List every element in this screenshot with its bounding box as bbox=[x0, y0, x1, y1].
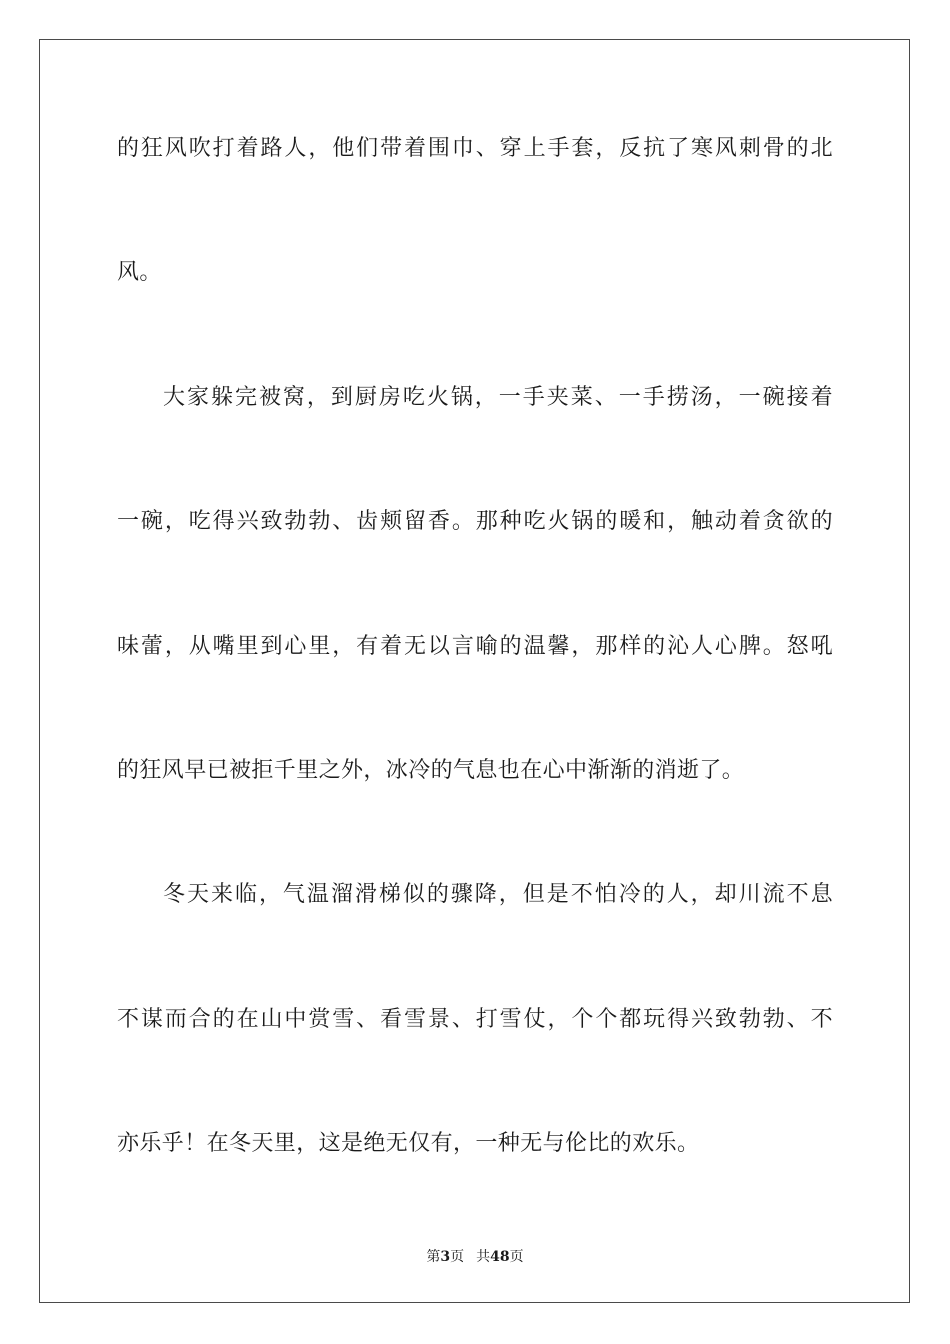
footer-page-number: 3 bbox=[440, 1249, 451, 1265]
page-footer bbox=[0, 1247, 950, 1267]
paragraph-2-line-4: 的狂风早已被拒千里之外，冰冷的气息也在心中渐渐的消逝了。 bbox=[117, 758, 745, 783]
paragraph-3-line-2: 不谋而合的在山中赏雪、看雪景、打雪仗，个个都玩得兴致勃勃、不 bbox=[117, 1007, 833, 1032]
paragraph-2-line-3: 味蕾，从嘴里到心里，有着无以言喻的温馨，那样的沁人心脾。怒吼 bbox=[117, 634, 833, 659]
paragraph-2-line-2: 一碗，吃得兴致勃勃、齿颊留香。那种吃火锅的暖和，触动着贪欲的 bbox=[117, 509, 833, 534]
footer-total-suffix: 页 bbox=[509, 1249, 524, 1265]
page-border bbox=[39, 39, 910, 1303]
body-line-1: 的狂风吹打着路人，他们带着围巾、穿上手套，反抗了寒风刺骨的北 bbox=[117, 136, 833, 161]
paragraph-3-line-3: 亦乐乎！在冬天里，这是绝无仅有，一种无与伦比的欢乐。 bbox=[117, 1131, 700, 1156]
paragraph-3-line-1: 冬天来临，气温溜滑梯似的骤降，但是不怕冷的人，却川流不息 bbox=[163, 882, 833, 907]
footer-total-prefix: 共 bbox=[476, 1249, 491, 1265]
footer-page-suffix: 页 bbox=[450, 1249, 465, 1265]
footer-total-pages: 48 bbox=[490, 1249, 510, 1265]
paragraph-2-line-1: 大家躲完被窝，到厨房吃火锅，一手夹菜、一手捞汤，一碗接着 bbox=[163, 385, 833, 410]
body-line-2: 风。 bbox=[117, 260, 162, 285]
footer-page-prefix: 第 bbox=[426, 1249, 441, 1265]
